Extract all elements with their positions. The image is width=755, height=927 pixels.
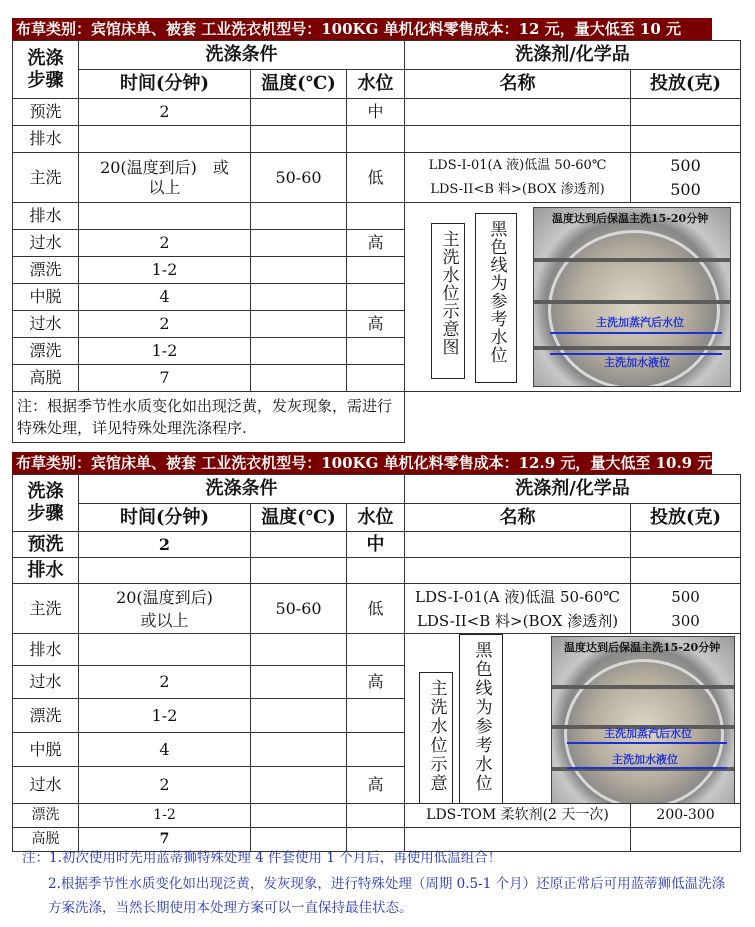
section1-note: 注：根据季节性水质变化如出现泛黄，发灰现象，需进行特殊处理，详见特殊处理洗涤程序. [13, 392, 405, 443]
footer-note-3: 方案洗涤，当然长期使用本处理方案可以一直保持最佳状态。 [48, 900, 413, 916]
time-cell: 1-2 [79, 257, 251, 284]
footer-notes [22, 848, 747, 918]
temp-cell [251, 230, 347, 257]
temp-cell: 50-60 [251, 584, 347, 634]
step-cell: 排水 [13, 203, 79, 230]
chemical-name-1: LDS-I-01(A 液)低温 50-60℃ [414, 587, 621, 606]
fill-water-line [550, 353, 723, 355]
steam-water-line [550, 332, 723, 334]
time-cell: 1-2 [79, 804, 251, 828]
step-cell: 主洗 [13, 584, 79, 634]
step-cell: 漂洗 [13, 699, 79, 733]
photo-caption-fill: 主洗加水液位 [604, 356, 671, 369]
table-row [13, 634, 741, 666]
dose-cell: 200-300 [631, 804, 741, 828]
time-cell: 1-2 [79, 699, 251, 733]
step-cell: 预洗 [13, 532, 79, 558]
time-line-2: 或以上 [140, 610, 189, 630]
table-row [13, 153, 741, 203]
time-header: 时间(分钟) [79, 70, 251, 99]
step-cell: 过水 [13, 230, 79, 257]
dose-cell [631, 584, 741, 634]
time-cell: 2 [79, 311, 251, 338]
reference-note-box [475, 213, 517, 383]
temp-cell [251, 733, 347, 767]
water-cell [347, 699, 405, 733]
water-cell [347, 733, 405, 767]
temp-header: 温度(℃) [251, 70, 347, 99]
temp-cell [251, 99, 347, 126]
name-cell [405, 584, 631, 634]
table-row [13, 804, 741, 828]
time-cell: 2 [79, 532, 251, 558]
time-cell [79, 584, 251, 634]
time-cell: 2 [79, 230, 251, 257]
temp-cell [251, 767, 347, 804]
water-cell: 高 [347, 767, 405, 804]
step-cell: 高脱 [13, 828, 79, 852]
table-row [13, 126, 741, 153]
photo-caption-top: 温度达到后保温主洗15-20分钟 [552, 212, 709, 225]
dose-1: 500 [671, 587, 700, 606]
time-line-1: 20(温度到后) [116, 587, 213, 607]
section1-banner: 布草类别：宾馆床单、被套 工业洗衣机型号：100KG 单机化料零售成本：12 元，量大低至 10 元 [12, 18, 712, 40]
time-cell [79, 558, 251, 584]
step-cell: 排水 [13, 558, 79, 584]
water-cell [347, 257, 405, 284]
reference-note: 黑色线为参考水位 [486, 220, 507, 364]
water-cell: 低 [347, 584, 405, 634]
chemical-name-2: LDS-II<B 料>(BOX 渗透剂) [430, 181, 605, 197]
diagram-title-box [431, 223, 465, 379]
section2-table [12, 474, 741, 852]
dose-cell [631, 99, 741, 126]
temp-cell [251, 284, 347, 311]
diagram-title: 主洗水位示意图 [438, 230, 459, 356]
temp-cell [251, 338, 347, 365]
chemical-name-2: LDS-II<B 料>(BOX 渗透剂) [416, 611, 619, 630]
name-cell [405, 153, 631, 203]
footer-note-2: 2.根据季节性水质变化如出现泛黄，发灰现象，进行特殊处理（周期 0.5-1 个月）还原正常后可用蓝蒂狮低温洗涤 [48, 876, 726, 892]
water-cell: 中 [347, 99, 405, 126]
water-cell [347, 203, 405, 230]
water-cell [347, 804, 405, 828]
dose-cell [631, 532, 741, 558]
temp-cell [251, 634, 347, 666]
time-cell: 7 [79, 365, 251, 392]
reference-note-box [459, 634, 503, 804]
fill-water-line [567, 767, 727, 769]
step-cell: 排水 [13, 634, 79, 666]
name-cell: LDS-TOM 柔软剂(2 天一次) [405, 804, 631, 828]
temp-cell [251, 311, 347, 338]
time-header: 时间(分钟) [79, 504, 251, 532]
step-cell: 排水 [13, 126, 79, 153]
washer-drum-photo [533, 207, 731, 387]
step-cell: 漂洗 [13, 257, 79, 284]
water-cell [347, 365, 405, 392]
water-level-diagram [405, 634, 741, 804]
chemical-name-1: LDS-I-01(A 液)低温 50-60℃ [428, 157, 607, 173]
temp-cell [251, 203, 347, 230]
time-cell: 4 [79, 284, 251, 311]
water-header: 水位 [347, 70, 405, 99]
water-cell: 高 [347, 311, 405, 338]
washer-drum-photo [551, 636, 735, 804]
dose-cell [631, 153, 741, 203]
diagram-title-box [419, 672, 453, 804]
name-cell [405, 126, 631, 153]
steam-water-line [567, 742, 727, 744]
dose-header: 投放(克) [631, 70, 741, 99]
step-cell: 预洗 [13, 99, 79, 126]
dose-2: 500 [670, 179, 701, 199]
name-cell [405, 532, 631, 558]
name-header: 名称 [405, 504, 631, 532]
table-row [13, 532, 741, 558]
step-cell: 过水 [13, 311, 79, 338]
temp-cell [251, 257, 347, 284]
time-cell [79, 634, 251, 666]
step-cell: 过水 [13, 767, 79, 804]
water-cell [347, 126, 405, 153]
dose-1: 500 [670, 155, 701, 175]
water-cell: 高 [347, 666, 405, 699]
water-cell: 高 [347, 230, 405, 257]
water-cell [347, 338, 405, 365]
conditions-header: 洗涤条件 [79, 41, 405, 70]
name-header: 名称 [405, 70, 631, 99]
photo-caption-fill: 主洗加水液位 [612, 753, 679, 766]
water-cell [347, 558, 405, 584]
time-cell [79, 126, 251, 153]
reference-note: 黑色线为参考水位 [471, 641, 492, 793]
dose-header: 投放(克) [631, 504, 741, 532]
time-cell: 2 [79, 666, 251, 699]
time-cell: 20(温度到后) 或以上 [79, 153, 251, 203]
table-row [13, 558, 741, 584]
dose-cell [631, 558, 741, 584]
table-row [13, 584, 741, 634]
time-cell: 1-2 [79, 338, 251, 365]
step-header: 洗涤 步骤 [13, 475, 79, 532]
dose-cell [631, 126, 741, 153]
temp-header: 温度(℃) [251, 504, 347, 532]
water-cell: 低 [347, 153, 405, 203]
table-row [13, 99, 741, 126]
name-cell [405, 99, 631, 126]
temp-cell [251, 699, 347, 733]
temp-cell [251, 666, 347, 699]
time-cell: 7 [79, 828, 251, 852]
dose-2: 300 [671, 611, 700, 630]
temp-cell [251, 558, 347, 584]
table-row [13, 203, 741, 230]
section2-banner: 布草类别：宾馆床单、被套 工业洗衣机型号：100KG 单机化料零售成本：12.9 元，量大低至 10.9 元 [12, 452, 712, 474]
section1-table [12, 40, 741, 443]
step-header: 洗涤 步骤 [13, 41, 79, 99]
photo-caption-steam: 主洗加蒸汽后水位 [604, 727, 693, 740]
step-cell: 漂洗 [13, 804, 79, 828]
water-cell [347, 634, 405, 666]
photo-caption-top: 温度达到后保温主洗15-20分钟 [564, 641, 721, 654]
time-cell: 2 [79, 99, 251, 126]
temp-cell [251, 126, 347, 153]
time-cell: 4 [79, 733, 251, 767]
temp-cell [251, 365, 347, 392]
conditions-header: 洗涤条件 [79, 475, 405, 504]
water-cell [347, 284, 405, 311]
time-cell: 2 [79, 767, 251, 804]
step-cell: 中脱 [13, 284, 79, 311]
footer-note-1: 注：1.初次使用时先用蓝蒂狮特殊处理 4 件套使用 1 个月后，再使用低温组合！ [22, 850, 502, 866]
water-level-diagram [405, 203, 741, 392]
time-cell [79, 203, 251, 230]
chemicals-header: 洗涤剂/化学品 [405, 41, 741, 70]
diagram-title: 主洗水位示意 [426, 679, 447, 793]
temp-cell [251, 804, 347, 828]
step-cell: 中脱 [13, 733, 79, 767]
temp-cell: 50-60 [251, 153, 347, 203]
name-cell [405, 558, 631, 584]
step-cell: 漂洗 [13, 338, 79, 365]
step-cell: 主洗 [13, 153, 79, 203]
step-cell: 过水 [13, 666, 79, 699]
step-cell: 高脱 [13, 365, 79, 392]
water-header: 水位 [347, 504, 405, 532]
chemicals-header: 洗涤剂/化学品 [405, 475, 741, 504]
photo-caption-steam: 主洗加蒸汽后水位 [596, 316, 685, 329]
temp-cell [251, 532, 347, 558]
water-cell: 中 [347, 532, 405, 558]
